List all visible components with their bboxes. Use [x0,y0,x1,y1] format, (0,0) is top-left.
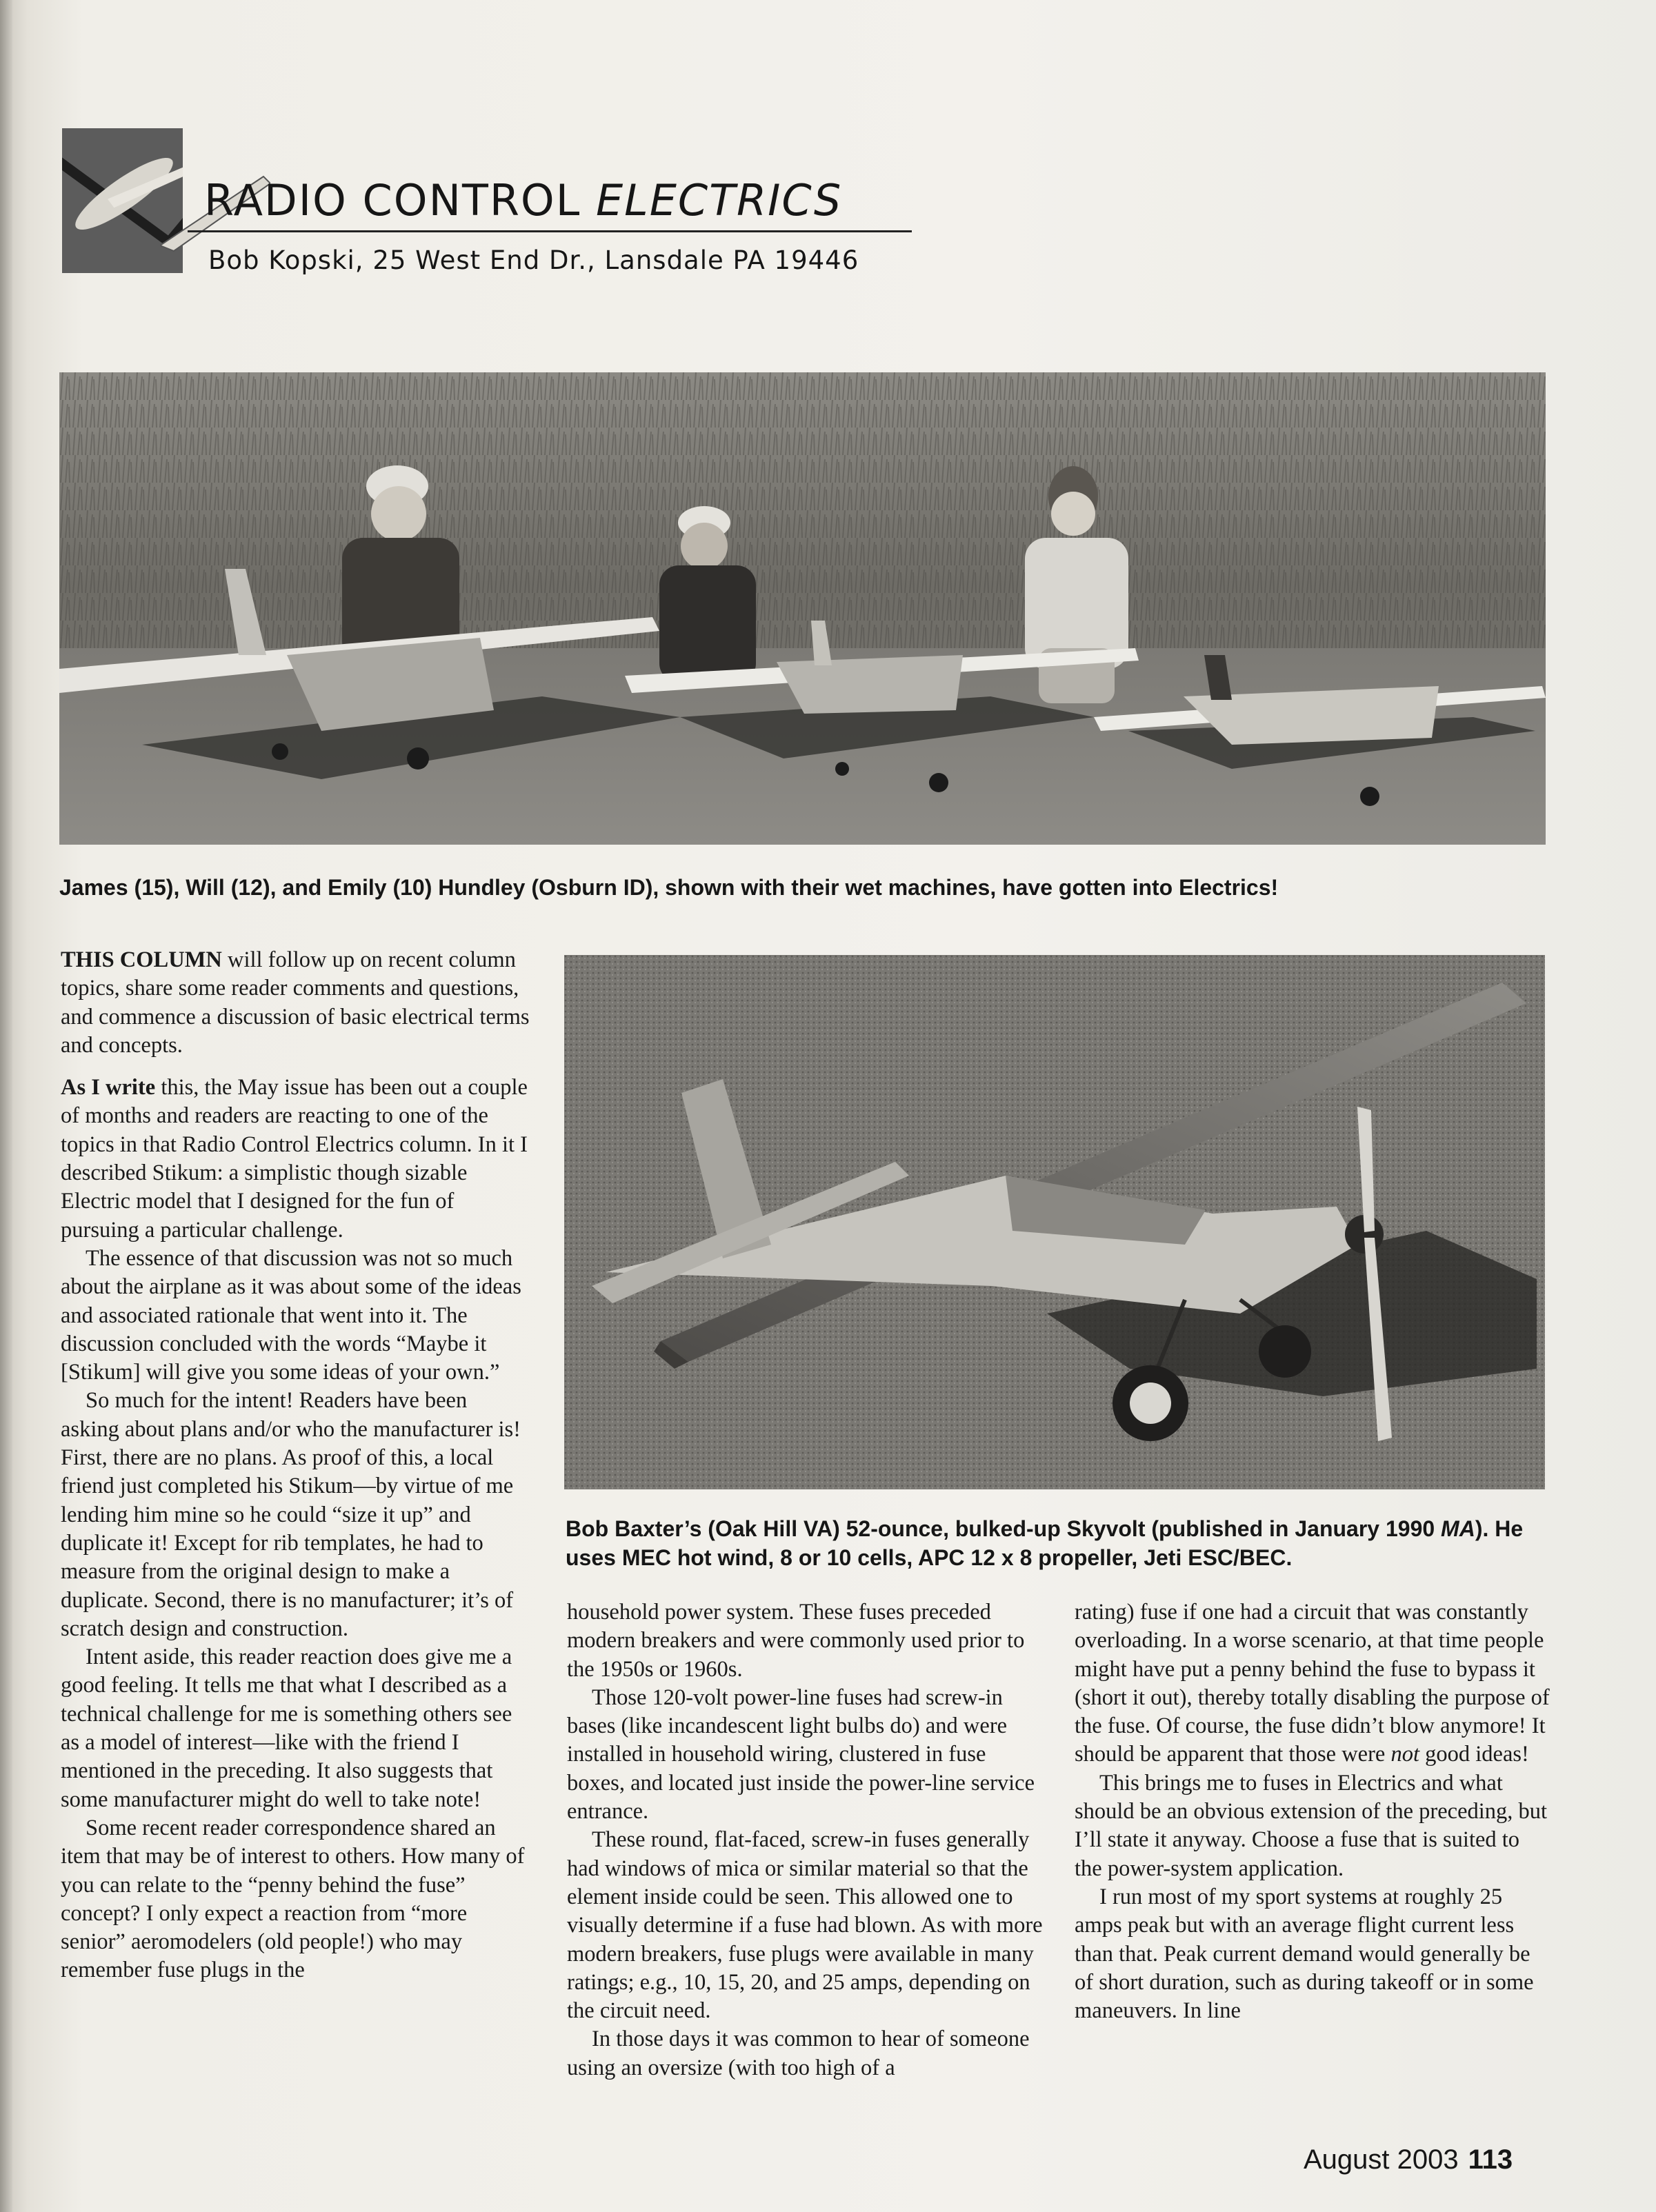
emphasis-text: not [1390,1742,1419,1767]
paragraph: Intent aside, this reader reaction does give me a good feeling. It tells me that what I described as a technical challenge for me is something others see as a model of interest—like with the friend I mentioned in the preceding. It also suggests that some manufacturer might do well to take note! [61,1645,512,1812]
caption2-text-a: Bob Baxter’s (Oak Hill VA) 52-ounce, bulked-up Skyvolt (published in January 1990 [566,1516,1441,1541]
header-rule [188,230,912,232]
photo-skyvolt-plane [564,955,1545,1489]
paragraph [61,946,530,1060]
caption2-italic: MA [1441,1516,1475,1541]
paragraph-lead: THIS COLUMN [61,947,222,972]
text-column-1 [61,946,530,1985]
paragraph: The essence of that discussion was not so much about the airplane as it was about some of the ideas and associated rationale that went into it. The discussion concluded with the words “Maybe it [Stikum] will give you some ideas of your own.” [61,1245,521,1385]
paragraph-text: good ideas! [1419,1742,1529,1767]
paragraph [61,1074,530,1245]
photo-caption-skyvolt [566,1514,1545,1572]
paragraph-lead: As I write [61,1075,156,1100]
text-column-3 [1075,1598,1550,2025]
paragraph [1075,1598,1550,1769]
text-column-2 [567,1598,1043,2082]
paragraph: Those 120-volt power-line fuses had screw-in bases (like incandescent light bulbs do) and were installed in household wiring, clustered in fuse boxes, and located just inside the power-line service entrance. [567,1685,1035,1824]
page-binding-shadow [0,0,12,2212]
paragraph: This brings me to fuses in Electrics and what should be an obvious extension of the preceding, but I’ll state it anyway. Choose a fuse that is suited to the power-system application. [1075,1770,1548,1881]
photo-caption-kids: James (15), Will (12), and Emily (10) Hundley (Osburn ID), shown with their wet machines, have gotten into Electrics! [59,875,1279,900]
paragraph-text: rating) fuse if one had a circuit that was constantly overloading. In a worse scenario, at that time people might have put a penny behind the fuse to bypass it (short it out), thereby totally disabling the purpose of the fuse. Of course, the fuse didn’t blow anymore! It should be apparent that those were [1075,1600,1550,1767]
paragraph: So much for the intent! Readers have been asking about plans and/or who the manufacturer is! First, there are no plans. As proof of this, a local friend just completed his Stikum—by virtue of me lending him mine so he could “size it up” and duplicate it! Except for rib templates, he had to measure from the original design to make a duplicate. Second, there is no manufacturer; it’s of scratch design and construction. [61,1388,521,1641]
author-address: Bob Kopski, 25 West End Dr., Lansdale PA 19446 [208,245,859,275]
paragraph: household power system. These fuses preceded modern breakers and were commonly used prior to the 1950s or 1960s. [567,1600,1025,1682]
issue-date: August 2003 [1304,2144,1459,2175]
column-header [57,128,1546,280]
paragraph-text: will follow up on recent column topics, share some reader comments and questions, and commence a discussion of basic electrical terms and concepts. [61,947,530,1058]
caption2-text-b: ). He uses MEC hot wind, 8 or 10 cells, APC 12 x 8 propeller, Jeti ESC/BEC. [566,1516,1524,1570]
column-title-italic: ELECTRICS [596,175,843,225]
paragraph: Some recent reader correspondence shared an item that may be of interest to others. How many of you can relate to the “penny behind the fuse” concept? I only expect a reaction from “more senior” aeromodelers (old people!) who may remember fuse plugs in the [61,1815,525,1983]
column-title-main: RADIO CONTROL [204,175,596,225]
paragraph-text: this, the May issue has been out a couple of months and readers are reacting to one of the topics in that Radio Control Electrics column. In it I described Stikum: a simplistic though sizable Electric model that I designed for the fun of pursuing a particular challenge. [61,1075,528,1243]
page-footer [1304,2144,1513,2175]
paragraph: In those days it was common to hear of someone using an oversize (with too high of a [567,2027,1030,2080]
page-number: 113 [1468,2144,1513,2175]
column-title [204,175,842,225]
paragraph: These round, flat-faced, screw-in fuses generally had windows of mica or similar material so that the element inside could be seen. This allowed one to visually determine if a fuse had blown. As with more modern breakers, fuse plugs were available in many ratings; e.g., 10, 15, 20, and 25 amps, depending on the circuit need. [567,1827,1043,2024]
photo-kids-with-planes [59,372,1546,845]
paragraph: I run most of my sport systems at roughly 25 amps peak but with an average flight current less than that. Peak current demand would generally be of short duration, such as during takeoff or in some maneuvers. In line [1075,1884,1534,2024]
